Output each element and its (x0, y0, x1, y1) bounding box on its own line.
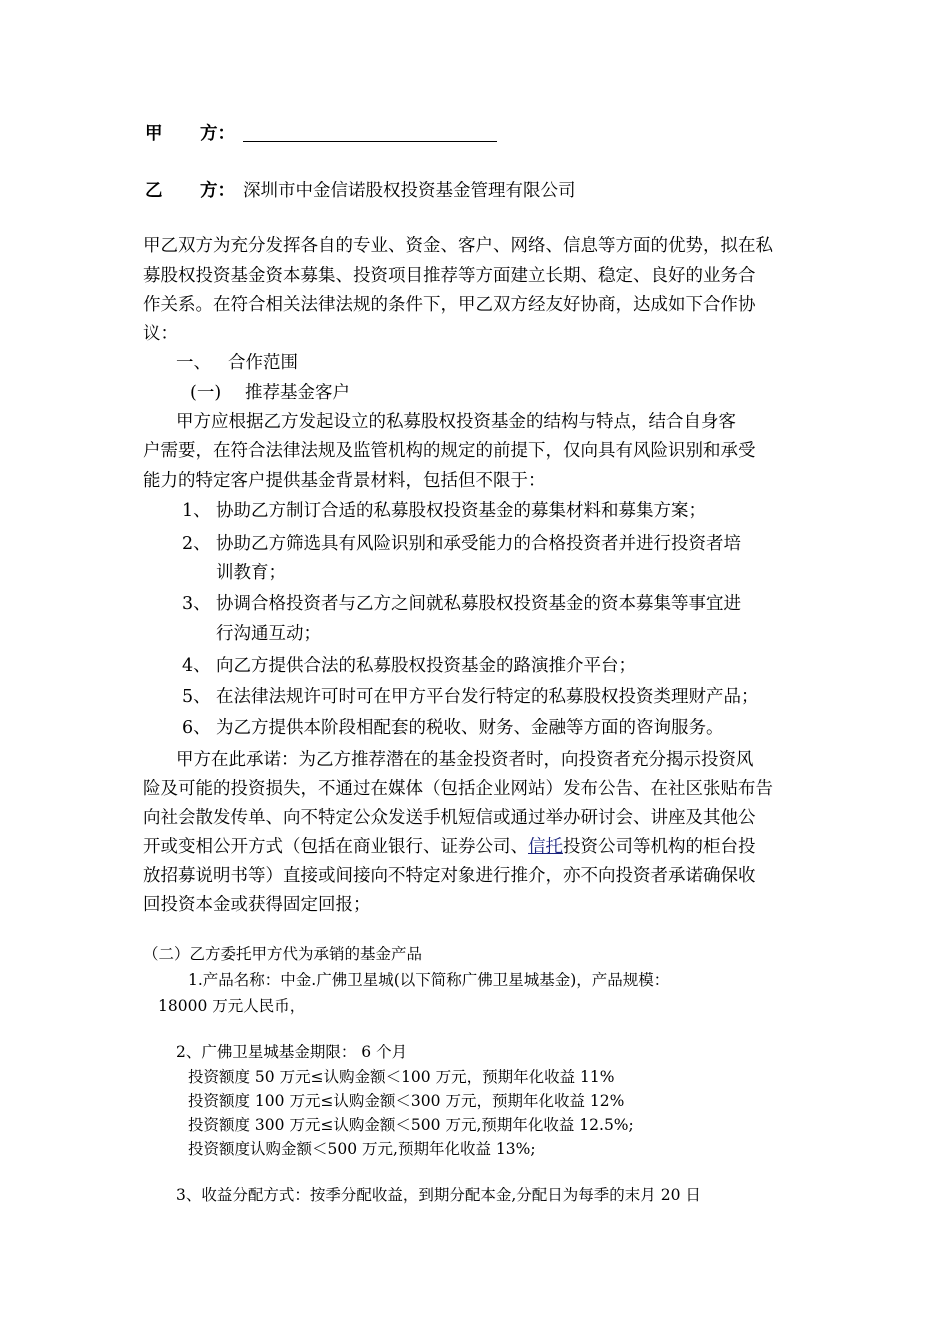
promise-line: 甲方在此承诺：为乙方推荐潜在的基金投资者时，向投资者充分揭示投资风 (176, 750, 754, 770)
list-item-number: 6、 (182, 718, 211, 738)
party-a-label: 甲 (145, 124, 163, 144)
section-1-title: 合作范围 (228, 353, 298, 373)
fund-term: 2、广佛卫星城基金期限： 6 个月 (176, 1043, 408, 1061)
intro-line: 议： (143, 324, 178, 344)
party-b-label: 乙 (145, 181, 163, 201)
sub1-paragraph-line: 甲方应根据乙方发起设立的私募股权投资基金的结构与特点，结合自身客 (176, 412, 736, 432)
investment-tier: 投资额度 300 万元≤认购金额＜500 万元,预期年化收益 12.5%; (188, 1116, 634, 1134)
list-item-number: 2、 (182, 534, 211, 554)
section-1-number: 一、 (176, 353, 211, 373)
intro-line: 甲乙双方为充分发挥各自的专业、资金、客户、网络、信息等方面的优势，拟在私 (143, 236, 773, 256)
list-item-text: 行沟通互动； (216, 624, 321, 644)
sub1-paragraph-line: 能力的特定客户提供基金背景材料，包括但不限于： (143, 471, 546, 491)
list-item-text: 向乙方提供合法的私募股权投资基金的路演推介平台； (216, 656, 636, 676)
list-item-text: 训教育； (216, 563, 286, 583)
intro-line: 作关系。在符合相关法律法规的条件下，甲乙双方经友好协商，达成如下合作协 (143, 295, 756, 315)
investment-tier: 投资额度认购金额＜500 万元,预期年化收益 13%; (188, 1140, 536, 1158)
list-item-text: 在法律法规许可时可在甲方平台发行特定的私募股权投资类理财产品； (216, 687, 759, 707)
list-item-text: 为乙方提供本阶段相配套的税收、财务、金融等方面的咨询服务。 (216, 718, 724, 738)
party-b-colon: 方： (200, 181, 235, 201)
promise-line: 险及可能的投资损失，不通过在媒体（包括企业网站）发布公告、在社区张贴布告 (143, 779, 773, 799)
party-a-colon: 方： (200, 124, 235, 144)
promise-text-before-link: 开或变相公开方式（包括在商业银行、证券公司、 (143, 837, 528, 857)
investment-tier: 投资额度 100 万元≤认购金额＜300 万元，预期年化收益 12% (188, 1092, 625, 1110)
promise-text-after-link: 投资公司等机构的柜台投 (563, 837, 756, 857)
list-item-text: 协助乙方制订合适的私募股权投资基金的募集材料和募集方案； (216, 501, 706, 521)
subsection-1-title: 推荐基金客户 (245, 383, 350, 403)
product-line: 18000 万元人民币， (158, 997, 306, 1015)
promise-line: 放招募说明书等）直接或间接向不特定对象进行推介，亦不向投资者承诺确保收 (143, 866, 756, 886)
subsection-1-number: (一) (190, 383, 222, 403)
promise-line: 向社会散发传单、向不特定公众发送手机短信或通过举办研讨会、讲座及其他公 (143, 808, 756, 828)
list-item-number: 3、 (182, 594, 211, 614)
list-item-text: 协调合格投资者与乙方之间就私募股权投资基金的资本募集等事宜进 (216, 594, 741, 614)
subsection-2-title: （二）乙方委托甲方代为承销的基金产品 (143, 945, 423, 963)
investment-tier: 投资额度 50 万元≤认购金额＜100 万元，预期年化收益 11% (188, 1068, 615, 1086)
list-item-number: 4、 (182, 656, 211, 676)
list-item-text: 协助乙方筛选具有风险识别和承受能力的合格投资者并进行投资者培 (216, 534, 741, 554)
promise-line: 回投资本金或获得固定回报； (143, 895, 371, 915)
sub1-paragraph-line: 户需要，在符合法律法规及监管机构的规定的前提下，仅向具有风险识别和承受 (143, 441, 756, 461)
list-item-number: 1、 (182, 501, 211, 521)
product-line: 1.产品名称：中金.广佛卫星城(以下简称广佛卫星城基金)，产品规模： (188, 971, 670, 989)
party-a-blank-field (243, 141, 497, 142)
intro-line: 募股权投资基金资本募集、投资项目推荐等方面建立长期、稳定、良好的业务合 (143, 266, 756, 286)
trust-link[interactable]: 信托 (528, 837, 563, 857)
party-b-name: 深圳市中金信诺股权投资基金管理有限公司 (243, 181, 576, 201)
list-item-number: 5、 (182, 687, 211, 707)
distribution-method: 3、收益分配方式：按季分配收益，到期分配本金,分配日为每季的末月 20 日 (176, 1186, 701, 1204)
promise-line-with-link (143, 839, 756, 857)
